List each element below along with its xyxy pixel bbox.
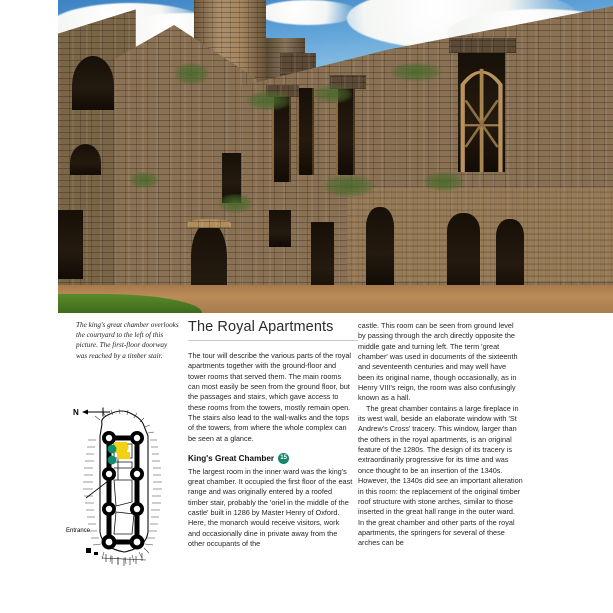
vegetation: [391, 63, 441, 82]
vegetation: [175, 63, 208, 85]
castle-photograph: [58, 0, 613, 313]
vegetation: [130, 172, 158, 188]
highlight-room-yellow-2: [117, 452, 130, 459]
column-right: [358, 321, 523, 549]
vegetation: [313, 85, 352, 104]
highlight-marker-yellow: [119, 442, 128, 451]
outwork-block: [86, 548, 91, 553]
window-tracery: [458, 47, 505, 172]
section-subheading: [188, 453, 353, 464]
approach-causeway: [102, 553, 146, 566]
ground-opening: [269, 210, 291, 248]
article: [188, 318, 540, 548]
compass-north-icon: [82, 408, 110, 417]
vegetation: [247, 91, 291, 110]
cloud: [258, 0, 358, 25]
wall-opening: [58, 210, 83, 279]
doorway-surround: [187, 219, 231, 228]
ground-opening: [447, 213, 480, 294]
photo-caption: The king's great chamber overlooks the courtyard to the left of this picture. The first-floor doorway was reached by a timber stair.: [76, 321, 179, 360]
vegetation: [424, 172, 463, 191]
highlight-marker-green: [108, 456, 117, 465]
vegetation: [219, 194, 252, 213]
highlight-marker-green: [108, 445, 117, 454]
paragraph: The great chamber contains a large fireplace in its west wall, beside an elaborate window with 'St Andrew's Cross' tracery. This window, larger than the others in the royal apartments, is an original feature of the 1280s. The design of its tracery is extraordinarily progressive for its time and was once thought to be an insertion of the 1340s. However, the 1340s did see an important alteration in this room: the replacement of the original timber roof structure with stone arches, similar to those inserted in the great hall range in the outer ward. In the great chamber and other parts of the royal apartments, the springers for several of these arches can be: [358, 403, 523, 548]
paragraph: The largest room in the inner ward was the king's great chamber. It occupied the first floor of the east range and was originally entered by a roofed timber stair, probably the 'oriel in the middle of the castle' built in 1286 by Master Henry of Oxford. Here, the monarch would receive visitors, work and occasionally dine in private away from the other occupants of the: [188, 466, 353, 548]
vegetation: [324, 175, 374, 197]
plan-reference-badge: 15: [278, 453, 289, 464]
window-head-beam: [449, 38, 516, 54]
photo-scene: [58, 0, 613, 313]
compass-label: N: [73, 408, 79, 417]
castle-plan-diagram: [62, 402, 190, 578]
column-left: [188, 351, 353, 549]
outwork-block: [94, 552, 98, 555]
title-rule: [188, 340, 358, 341]
page-title: The Royal Apartments: [188, 319, 334, 335]
wall-opening: [70, 144, 101, 175]
ground-opening: [366, 207, 394, 285]
paragraph: castle. This room can be seen from ground level by passing through the arch directly opposite the middle gate and turning left. The term 'great chamber' was used in documents of the sixteenth and seventeenth centuries and may well have been its original name, though occasionally, as in Henry VIII's reign, the room was also confusingly known as a hall.: [358, 321, 518, 403]
ground-opening: [496, 219, 524, 294]
entrance-label: Entrance: [66, 528, 91, 534]
wall-opening: [72, 56, 114, 109]
tall-window: [297, 88, 315, 176]
paragraph: The tour will describe the various parts of the royal apartments together with the ground-floor and tower rooms that served them. The main rooms can most easily be seen from the ground floor, but the passages and stairs, which gave access to these rooms from the towers, mostly remain open. The stairs also lead to the wall-walks and the tops of the towers, from where the whole complex can be seen at a glance.: [188, 351, 352, 443]
subheading-label: King's Great Chamber: [188, 454, 275, 464]
